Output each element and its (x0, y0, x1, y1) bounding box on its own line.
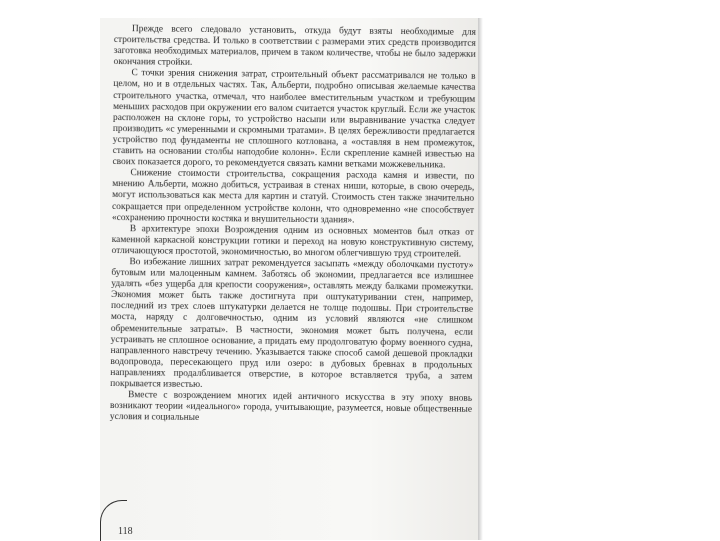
paragraph: Снижение стоимости строительства, сокращения расхода камня и извести, по мнению Альберти, можно добиться, устраивая в стенах ниши, которые, в свою очередь, могут использоваться как места для картин и статуй. Стоимость стен также значительно сокращается при определенном устройстве колонн, что одновременно «не способствует «сохранению прочности костяка и внушительности здания». (111, 168, 475, 226)
paragraph: Во избежание лишних затрат рекомендуется засыпать «между оболочками пустоту» бутовым или малоценным камнем. Заботясь об экономии, предлагается все излишнее удалять «без ущерба для крепости сооружения», оставлять между балками промежутки. Экономия может быть также достигнута при оштукатуривании стен, например, последний из трех слоев штукатурки делается не толще подошвы. При строительстве моста, наряду с долговечностью, одним из условий являются «не слишком обременительные затраты». В частности, экономия может быть получена, если устраивать не сплошное основание, а придать ему продолговатую форму военного судна, направленного навстречу течению. Указывается также способ самой дешевой прокладки водопровода, пересекающего пруд или озеро: в дубовых бревнах в продольных направлениях продалбливается отверстие, в которое вставляется труба, а затем покрывается известью. (110, 257, 474, 390)
paragraph: Прежде всего следовало установить, откуда будут взяты необходимые для строительства средства. И только в соответствии с размерами этих средств производится заготовка необходимых материалов, причем в таком количестве, чтобы не было задержки окончания стройки. (113, 24, 476, 69)
page-number: 118 (118, 526, 133, 537)
page-body-text (110, 24, 476, 427)
paragraph: В архитектуре эпохи Возрождения одним из основных моментов был отказ от каменной каркасной конструкции готики и переход на новую конструктивную систему, отличающуюся простотой, экономичностью, во многом облегчившую труд строителей. (111, 223, 474, 260)
paragraph: Вместе с возрождением многих идей античного искусства в эту эпоху вновь возникают теории «идеального» города, учитывающие, разумеется, новые общественные условия и социальные (109, 390, 473, 424)
scanned-page (100, 18, 480, 540)
page-edge-shadow (478, 18, 483, 540)
paragraph: С точки зрения снижения затрат, строительный объект рассматривался не только в целом, но и в отдельных частях. Так, Альберти, подробно описывая желаемые качества строительного участка, отмечал, что наиболее вместительным участком и требующим меньших расходов при окружении его валом считается участок круглый. Если же участок расположен на склоне горы, то устройство насыпи или выравнивание участка следует производить «с умеренными и скромными тратами». В целях бережливости предлагается устройство под фундаменты не сплошного котлована, а «оставляя в нем промежуток, ставить на основании столбы наподобие колонн». Если скрепление камней известью на своих показается дорого, то рекомендуется связать камни ветками можжевельника. (112, 68, 476, 171)
